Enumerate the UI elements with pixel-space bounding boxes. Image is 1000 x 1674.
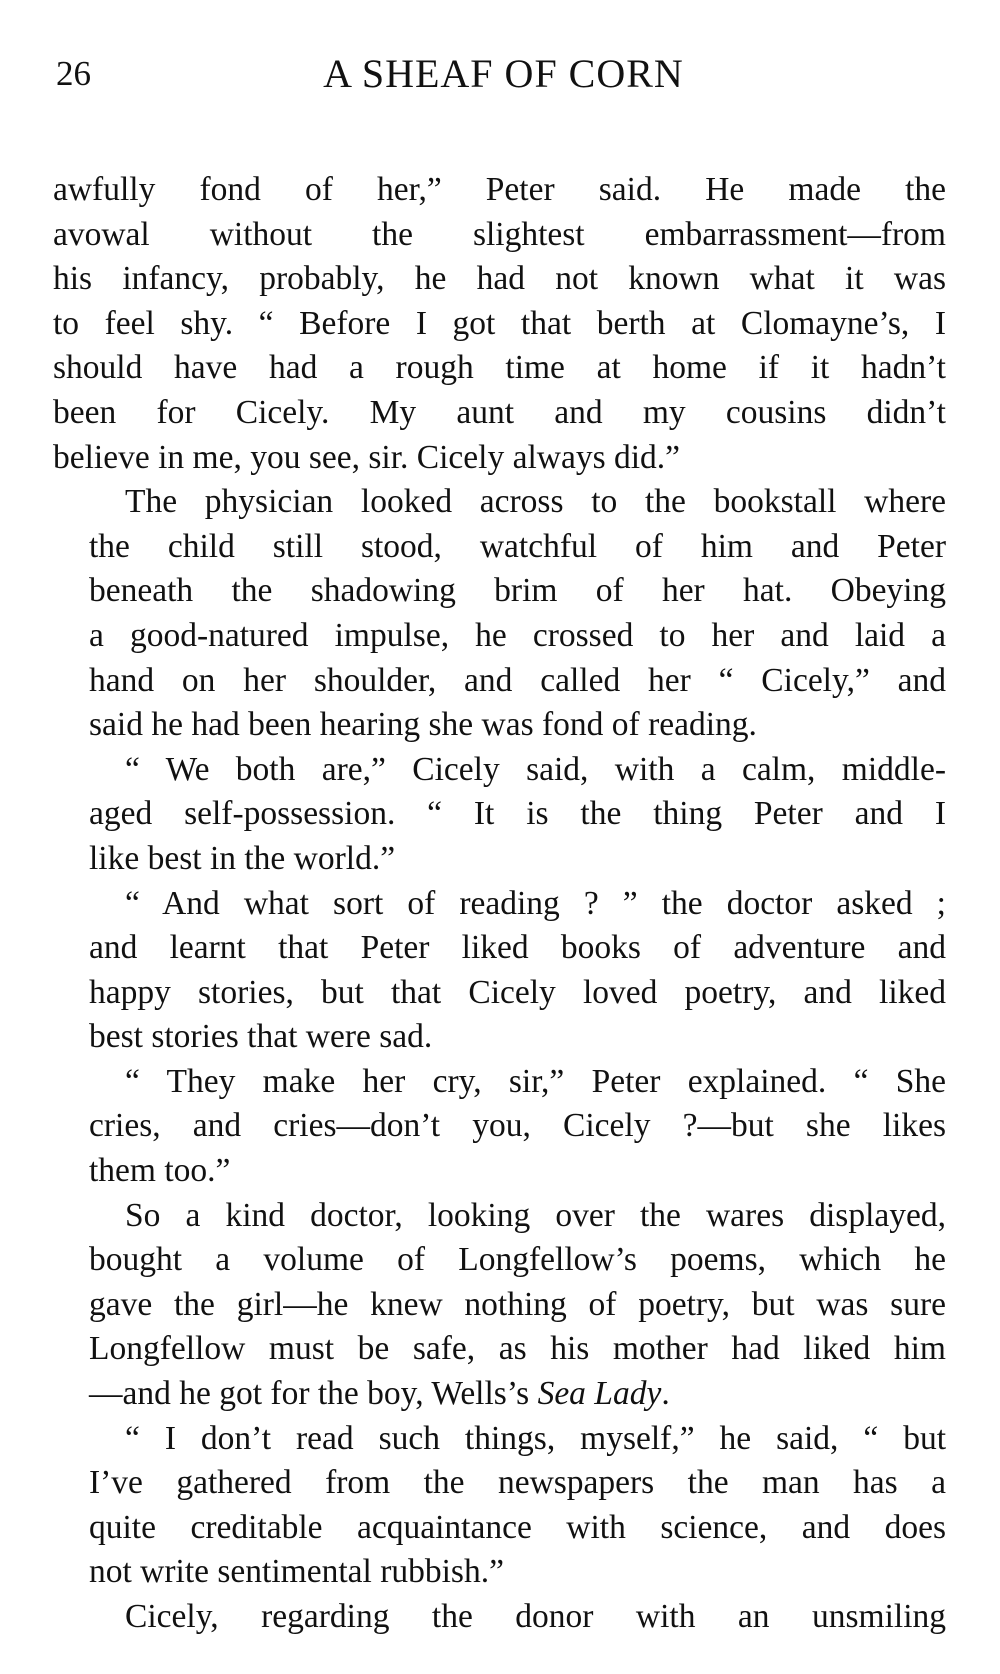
text-line: I’ve gathered from the newspapers the man has a [89,1464,946,1502]
text-line: bought a volume of Longfellow’s poems, which he [89,1241,946,1279]
text-line: them too.” [89,1152,231,1190]
text-line: been for Cicely. My aunt and my cousins didn’t [53,393,946,431]
paragraph-4 [53,882,946,1060]
paragraph-3 [53,748,946,882]
text-line: “ We both are,” Cicely said, with a calm, middle- [125,750,946,788]
text-line: Cicely, regarding the donor with an unsmiling [125,1598,946,1635]
text-line: gave the girl—he knew nothing of poetry, but was sure [89,1285,946,1323]
text-line: a good-natured impulse, he crossed to her and laid a [89,616,946,654]
text-line: So a kind doctor, looking over the wares displayed, [125,1196,946,1234]
page-number: 26 [56,54,91,93]
text-fragment: . [661,1375,670,1413]
text-line: not write sentimental rubbish.” [89,1553,504,1591]
running-head [53,40,946,102]
text-line: avowal without the slightest embarrassment—from [53,215,946,253]
paragraph-7 [53,1417,946,1595]
text-line: “ They make her cry, sir,” Peter explained. “ She [125,1062,946,1100]
text-line: “ And what sort of reading ? ” the doctor asked ; [125,884,946,922]
text-line: like best in the world.” [89,839,396,877]
text-line: cries, and cries—don’t you, Cicely ?—but she likes [89,1107,946,1145]
paragraph-2 [53,480,946,748]
text-line: should have had a rough time at home if it hadn’t [53,349,946,387]
text-line: aged self-possession. “ It is the thing Peter and I [89,795,946,833]
text-line: hand on her shoulder, and called her “ Cicely,” and [89,661,946,699]
text-line: said he had been hearing she was fond of reading. [89,706,757,744]
text-line: quite creditable acquaintance with science, and does [89,1508,946,1546]
text-line: beneath the shadowing brim of her hat. Obeying [89,572,946,610]
text-line: the child still stood, watchful of him and Peter [89,527,946,565]
running-title: A SHEAF OF CORN [323,51,684,96]
paragraph-5 [53,1060,946,1194]
text-line: awfully fond of her,” Peter said. He made the [53,171,946,208]
text-line: and learnt that Peter liked books of adventure and [89,929,946,967]
text-line: happy stories, but that Cicely loved poetry, and liked [89,973,946,1011]
book-title-italic: Sea Lady [537,1375,662,1413]
text-line: believe in me, you see, sir. Cicely always did.” [53,438,681,476]
text-line: to feel shy. “ Before I got that berth at Clomayne’s, I [53,304,946,342]
paragraph-6 [53,1194,946,1417]
text-line: The physician looked across to the bookstall where [125,483,946,521]
text-line: best stories that were sad. [89,1018,433,1056]
book-page [53,40,946,1640]
text-line [53,1372,946,1417]
paragraph-8 [53,1595,946,1640]
text-line: “ I don’t read such things, myself,” he said, “ but [125,1419,946,1457]
text-line: his infancy, probably, he had not known what it was [53,260,946,298]
paragraph-1 [53,168,946,480]
text-fragment: —and he got for the boy, Wells’s [89,1375,530,1413]
text-line: Longfellow must be safe, as his mother had liked him [89,1330,946,1368]
body-text [53,168,946,1640]
